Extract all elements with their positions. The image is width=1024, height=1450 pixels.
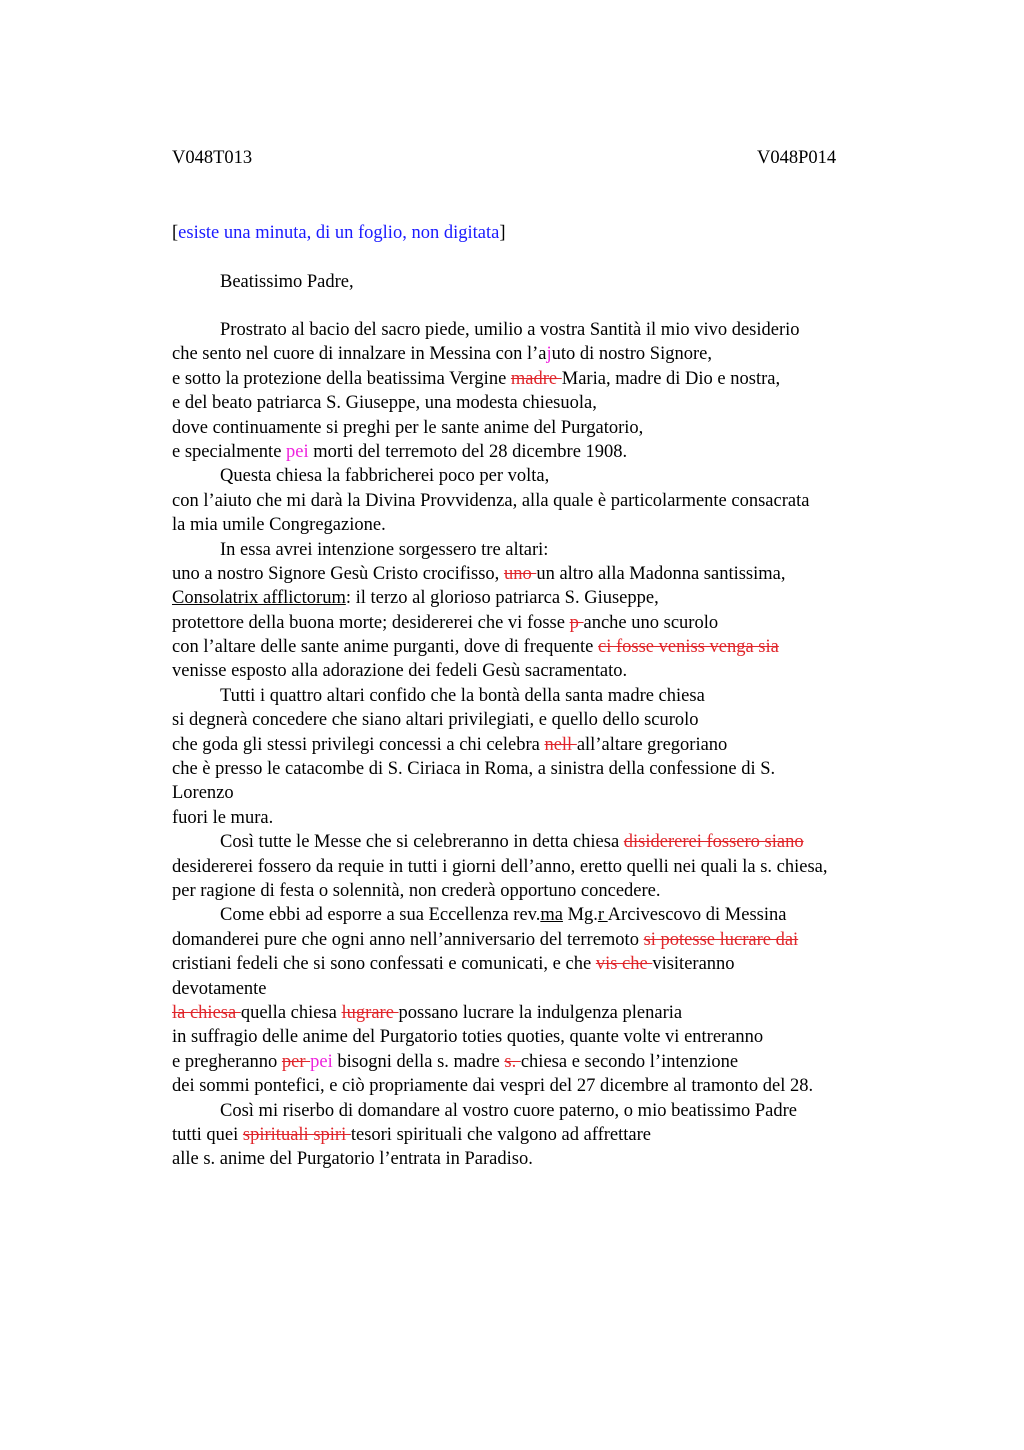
note-text: esiste una minuta, di un foglio, non digitata [178,223,500,243]
text-line [172,1074,912,1098]
text-line [172,1123,912,1147]
text-run: : il terzo al glorioso patriarca S. Giuseppe, [345,588,659,609]
text-run: per ragione di festa o solennità, non crederà opportuno concedere. [172,880,661,901]
text-run: la mia umile Congregazione. [172,515,386,536]
text-run: in suffragio delle anime del Purgatorio toties quoties, quante volte vi entreranno [172,1027,764,1048]
deleted-text: p [569,612,584,633]
text-line [172,513,912,537]
text-line [172,879,912,903]
text-line [172,440,912,464]
text-run: Mg. [562,905,598,926]
underlined-text: r [597,905,608,926]
text-line [172,391,912,415]
text-run: dove continuamente si preghi per le sante anime del Purgatorio, [172,417,644,438]
deleted-text: disidererei fossero siano [623,832,804,853]
text-run: con l’aiuto che mi darà la Divina Provvidenza, alla quale è particolarmente consacrata [172,490,810,511]
deleted-text: nell [544,734,577,755]
inserted-text: pei [286,441,309,462]
text-line [172,781,912,805]
note-open-bracket: [ [172,223,179,243]
text-run: morti del terremoto del 28 dicembre 1908. [308,441,628,462]
text-run: domanderei pure che ogni anno nell’anniversario del terremoto [172,929,644,950]
text-line [172,1025,912,1049]
text-run: e pregheranno [172,1051,282,1072]
letter-body [172,318,912,1172]
text-run: Prostrato al bacio del sacro piede, umilio a vostra Santità il mio vivo desiderio [220,320,800,340]
inserted-text: j [546,344,552,365]
text-run: che goda gli stessi privilegi concessi a chi celebra [172,734,545,755]
text-run: chiesa e secondo l’intenzione [520,1051,739,1072]
deleted-text: spirituali spiri [242,1124,351,1145]
text-run: protettore della buona morte; desidererei che vi fosse [172,612,570,633]
text-run: possano lucrare la indulgenza plenaria [398,1002,683,1023]
text-run: tesori spirituali che valgono ad affrettare [350,1124,652,1145]
text-line [172,489,912,513]
text-run: tutti quei [172,1124,243,1145]
text-run: con l’altare delle sante anime purganti, dove di frequente [172,637,599,658]
deleted-text: per [281,1051,311,1072]
text-run: Così tutte le Messe che si celebreranno in detta chiesa [220,832,624,853]
text-run: quella chiesa [240,1002,342,1023]
text-line [172,538,912,562]
text-line [172,757,912,781]
text-line [172,708,912,732]
text-run: dei sommi pontefici, e ciò propriamente dai vespri del 27 dicembre al tramonto del 28. [172,1076,814,1097]
text-run: devotamente [172,978,267,999]
text-run: Maria, madre di Dio e nostra, [561,368,781,389]
text-line [172,1050,912,1074]
text-run: uno a nostro Signore Gesù Cristo crocifisso, [172,563,504,584]
text-line [172,830,912,854]
text-run: si degnerà concedere che siano altari privilegiati, e quello dello scurolo [172,710,699,731]
text-run: Lorenzo [172,783,234,804]
text-run: visiteranno [652,954,735,975]
text-run: anche uno scurolo [583,612,719,633]
text-run: e del beato patriarca S. Giuseppe, una modesta chiesuola, [172,393,597,414]
inserted-text: pei [310,1051,333,1072]
text-run: e specialmente [172,441,287,462]
deleted-text: s. [504,1051,521,1072]
text-line [172,611,912,635]
deleted-text: ci fosse veniss venga sia [598,637,779,658]
text-run: un altro alla Madonna santissima, [536,563,786,584]
text-run: Questa chiesa la fabbricherei poco per volta, [220,466,550,487]
text-run: venisse esposto alla adorazione dei fedeli Gesù sacramentato. [172,661,628,682]
underlined-text: ma [540,905,563,926]
deleted-text: madre [510,368,562,389]
text-line [172,1147,912,1171]
document-code-left: V048T013 [172,148,253,168]
text-run: Così mi riserbo di domandare al vostro cuore paterno, o mio beatissimo Padre [220,1100,797,1121]
deleted-text: vis che [595,954,653,975]
text-line [172,977,912,1001]
document-code-right: V048P014 [757,148,837,168]
deleted-text: si potesse lucrare dai [643,929,799,950]
text-line [172,342,912,366]
text-line [172,1099,912,1123]
text-line [172,855,912,879]
editor-note [172,221,505,245]
text-run: Tutti i quattro altari confido che la bontà della santa madre chiesa [220,685,705,706]
text-run: e sotto la protezione della beatissima Vergine [172,368,511,389]
note-close-bracket: ] [499,223,506,243]
text-line [172,684,912,708]
deleted-text: la chiesa [172,1002,241,1023]
text-run: bisogni della s. madre [332,1051,505,1072]
salutation: Beatissimo Padre, [220,272,354,292]
text-run: cristiani fedeli che si sono confessati e comunicati, e che [172,954,596,975]
text-run: desidererei fossero da requie in tutti i giorni dell’anno, eretto quelli nei quali la s. chiesa, [172,856,828,877]
text-line [172,464,912,488]
text-run: Come ebbi ad esporre a sua Eccellenza rev. [220,905,541,926]
text-run: In essa avrei intenzione sorgessero tre altari: [220,539,549,560]
text-line [172,416,912,440]
text-line [172,318,912,342]
text-line [172,1001,912,1025]
text-line [172,952,912,976]
text-run: fuori le mura. [172,807,274,828]
text-line [172,733,912,757]
text-run: che è presso le catacombe di S. Ciriaca in Roma, a sinistra della confessione di S. [172,759,776,780]
text-run: all’altare gregoriano [576,734,728,755]
text-run: che sento nel cuore di innalzare in Messina con l’a [172,344,547,365]
text-line [172,928,912,952]
text-line [172,806,912,830]
text-line [172,562,912,586]
text-line [172,367,912,391]
underlined-text: Consolatrix afflictorum [172,588,346,609]
text-line [172,635,912,659]
text-line [172,659,912,683]
text-run: uto di nostro Signore, [551,344,712,365]
text-line [172,903,912,927]
text-run: Arcivescovo di Messina [607,905,787,926]
text-line [172,586,912,610]
deleted-text: lugrare [341,1002,399,1023]
text-run: alle s. anime del Purgatorio l’entrata in Paradiso. [172,1149,533,1170]
deleted-text: uno [503,563,537,584]
